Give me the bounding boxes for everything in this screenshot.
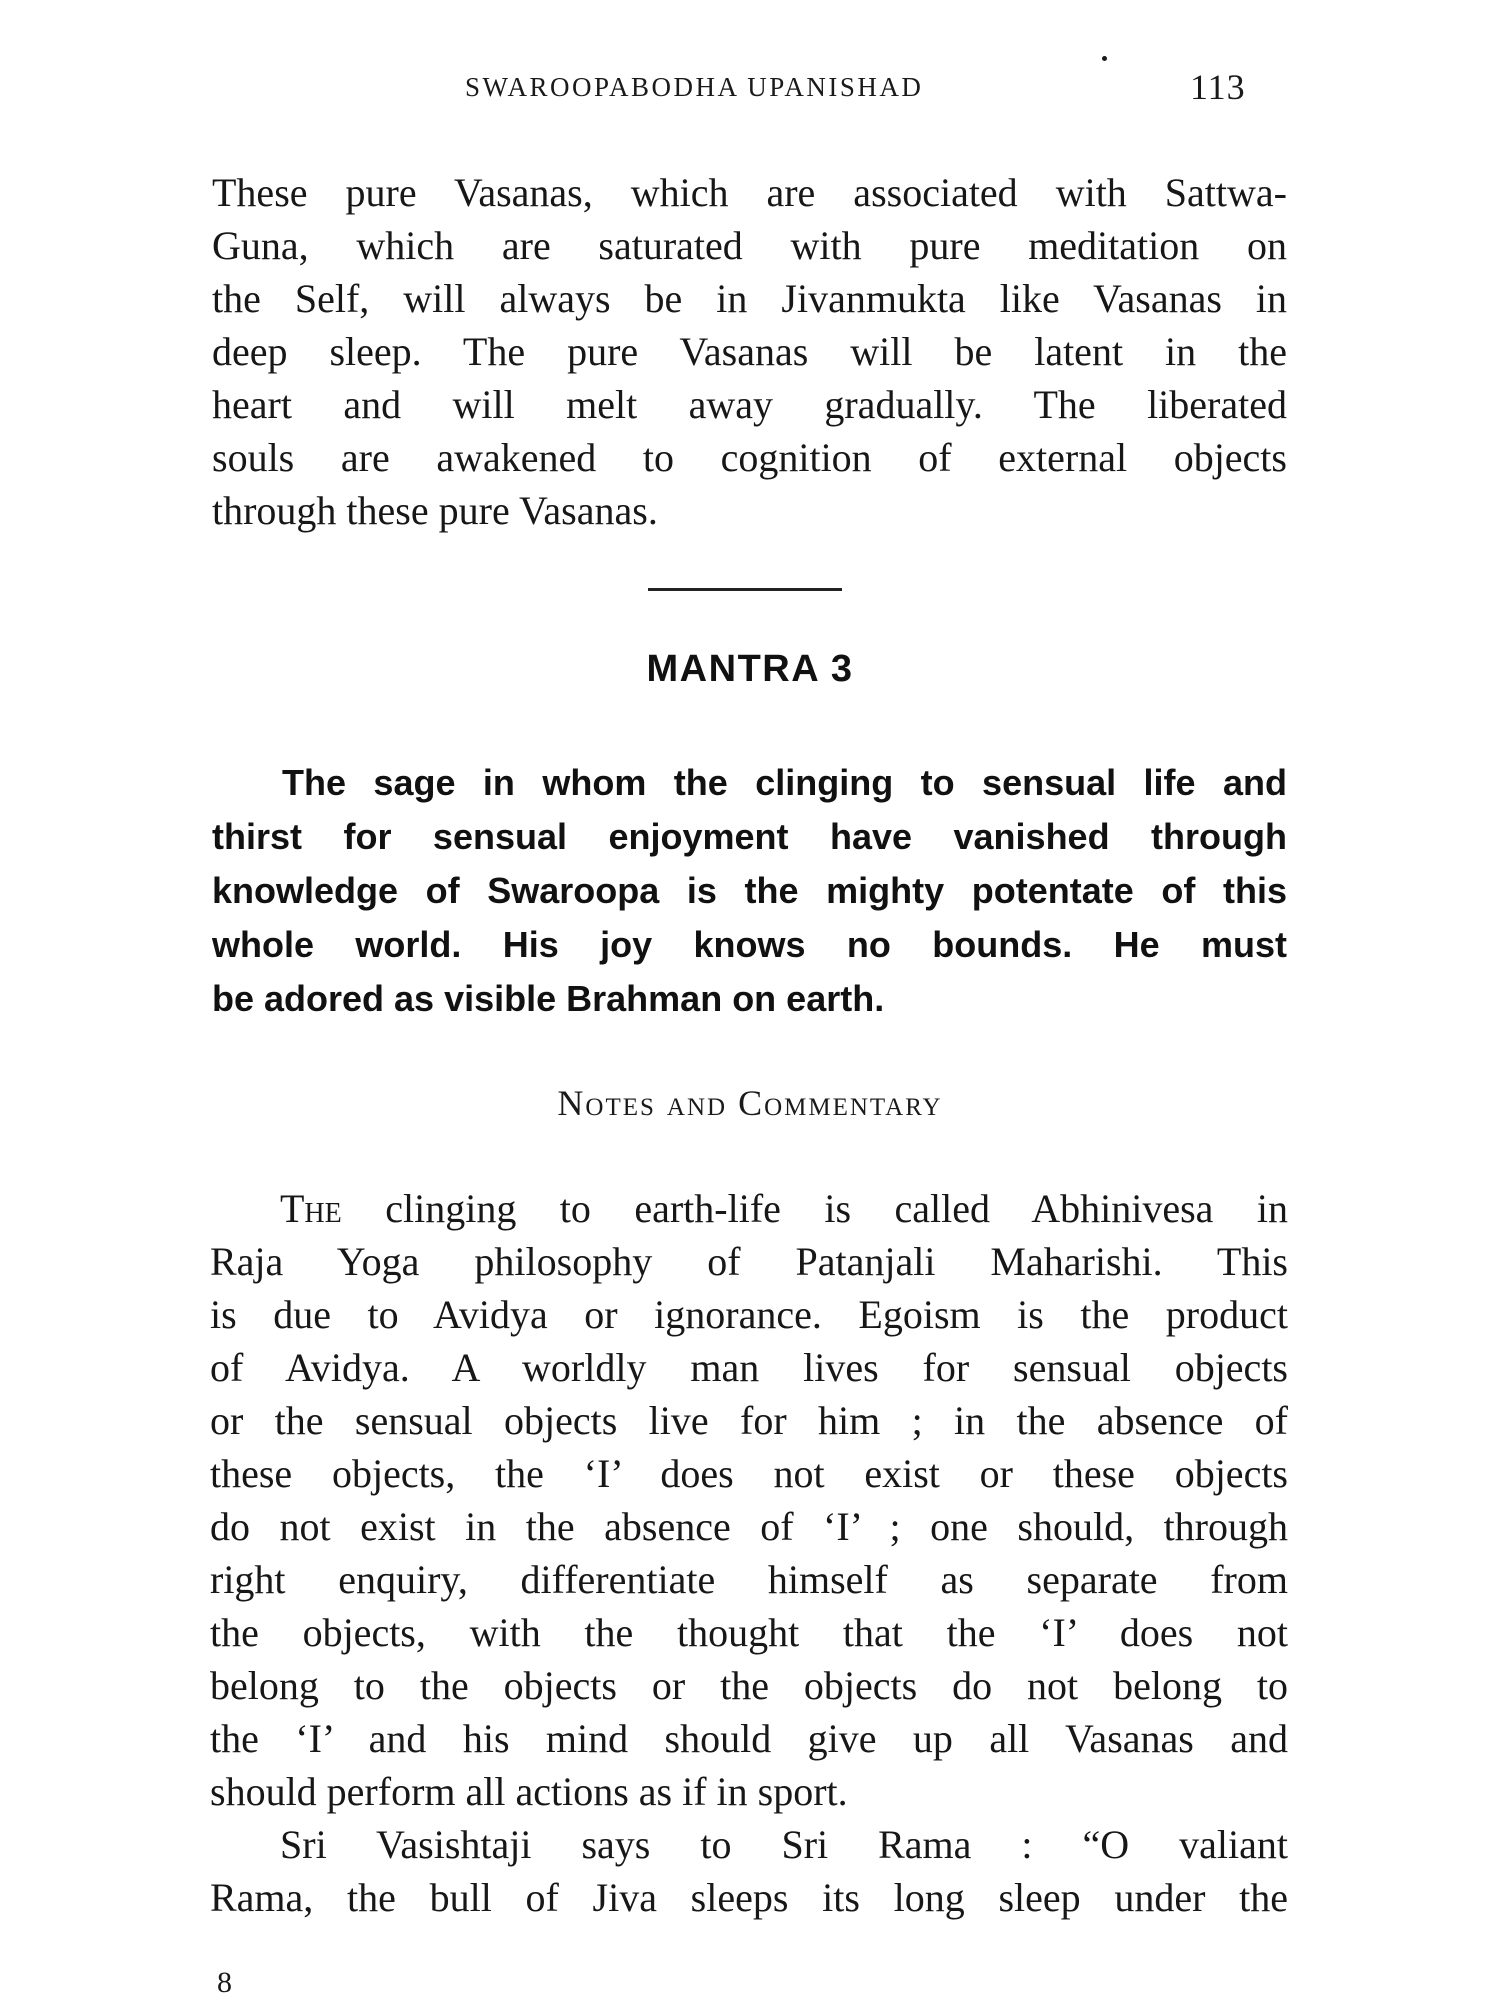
section-divider — [648, 588, 842, 591]
print-speck — [1102, 56, 1107, 61]
text-line: belong to the objects or the objects do not belong to — [210, 1663, 1288, 1708]
text-line: Rama, the bull of Jiva sleeps its long sleep under the — [210, 1875, 1288, 1920]
verse-line: be adored as visible Brahman on earth. — [212, 978, 885, 1019]
text-line: the ‘I’ and his mind should give up all Vasanas and — [210, 1716, 1288, 1761]
first-line-rest: clinging to earth-life is called Abhinivesa in — [341, 1186, 1288, 1231]
text-line: should perform all actions as if in sport. — [210, 1769, 848, 1814]
commentary — [210, 1182, 1288, 1924]
text-line: through these pure Vasanas. — [212, 488, 658, 533]
running-title: SWAROOPABODHA UPANISHAD — [465, 72, 924, 102]
drop-word: The — [280, 1186, 342, 1231]
text-line: Raja Yoga philosophy of Patanjali Maharishi. This — [210, 1239, 1288, 1284]
page-number: 113 — [1190, 67, 1246, 107]
text-line: Guna, which are saturated with pure meditation on — [212, 223, 1287, 268]
verse-line: knowledge of Swaroopa is the mighty potentate of this — [212, 870, 1287, 911]
commentary-first-line — [210, 1182, 1288, 1235]
notes-heading: Notes and Commentary — [557, 1083, 943, 1123]
text-line: do not exist in the absence of ‘I’ ; one should, through — [210, 1504, 1288, 1549]
text-line: or the sensual objects live for him ; in the absence of — [210, 1398, 1288, 1443]
text-line: These pure Vasanas, which are associated with Sattwa- — [212, 170, 1287, 215]
text-line: the objects, with the thought that the ‘I’ does not — [210, 1610, 1288, 1655]
verse-line: The sage in whom the clinging to sensual life and — [282, 762, 1287, 803]
text-line: these objects, the ‘I’ does not exist or these objects — [210, 1451, 1288, 1496]
text-line: heart and will melt away gradually. The liberated — [212, 382, 1287, 427]
verse-line: thirst for sensual enjoyment have vanished through — [212, 816, 1287, 857]
text-line: of Avidya. A worldly man lives for sensual objects — [210, 1345, 1288, 1390]
text-line: Sri Vasishtaji says to Sri Rama : “O valiant — [280, 1822, 1288, 1867]
verse-line: whole world. His joy knows no bounds. He must — [212, 924, 1287, 965]
text-line: deep sleep. The pure Vasanas will be latent in the — [212, 329, 1287, 374]
mantra-heading: MANTRA 3 — [646, 648, 854, 690]
text-line: the Self, will always be in Jivanmukta like Vasanas in — [212, 276, 1287, 321]
signature-mark: 8 — [217, 1966, 232, 1999]
text-line: souls are awakened to cognition of external objects — [212, 435, 1287, 480]
intro-paragraph — [212, 166, 1287, 537]
text-line: right enquiry, differentiate himself as separate from — [210, 1557, 1288, 1602]
text-line: is due to Avidya or ignorance. Egoism is the product — [210, 1292, 1288, 1337]
mantra-verse — [212, 756, 1287, 1026]
